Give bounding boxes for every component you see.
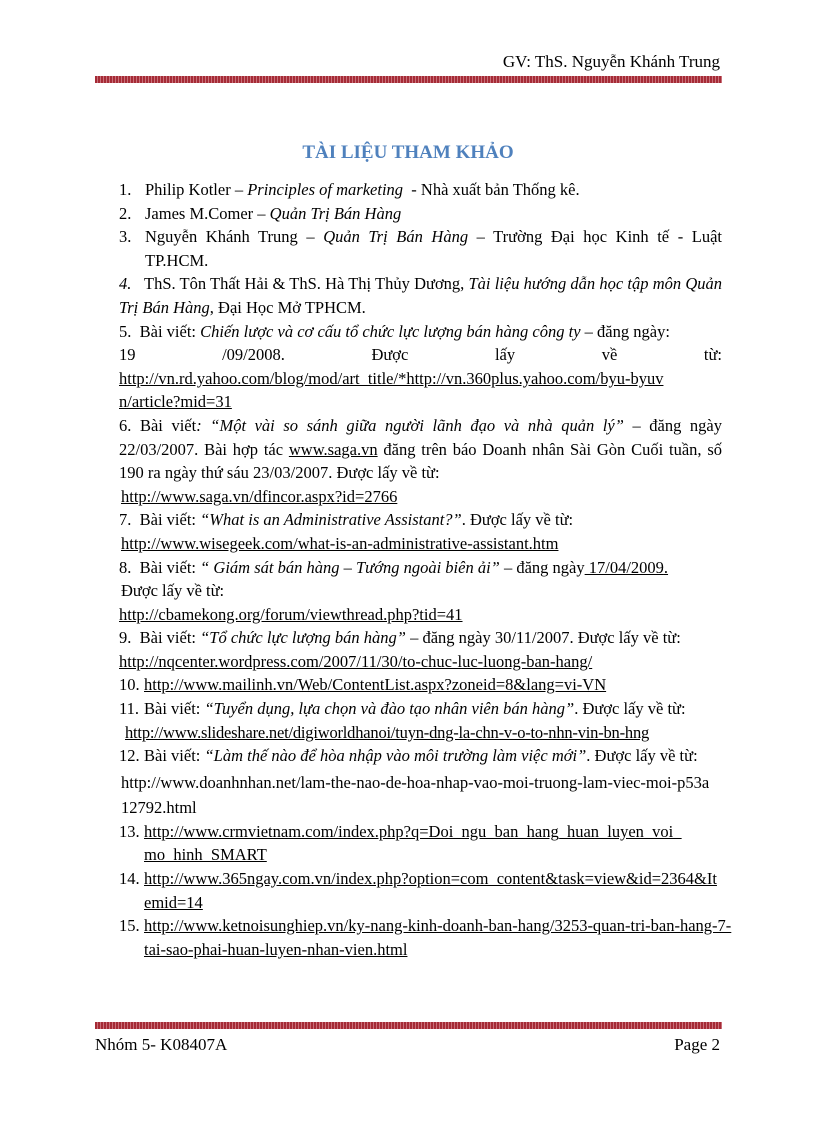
reference-1 bbox=[119, 178, 722, 202]
ref-prefix: Bài viết bbox=[139, 415, 197, 435]
ref-number: 15. bbox=[119, 916, 140, 936]
ref-link[interactable]: http://cbamekong.org/forum/viewthread.php?tid=41 bbox=[119, 604, 463, 624]
ref-title: “Tuyển dụng, lựa chọn và đào tạo nhân viên bán hàng” bbox=[204, 699, 575, 719]
ref-title: “Tổ chức lực lượng bán hàng” bbox=[200, 628, 406, 648]
ref-title: “What is an Administrative Assistant?” bbox=[200, 510, 462, 530]
ref-title: : “Một vài so sánh giữa người lãnh đạo và nhà quản lý” bbox=[196, 415, 624, 435]
ref-prefix: Bài viết: bbox=[144, 699, 205, 719]
reference-9-url-line bbox=[119, 650, 722, 674]
ref-number: 2. bbox=[119, 203, 132, 223]
header-author: GV: ThS. Nguyễn Khánh Trung bbox=[502, 52, 720, 71]
ref-link[interactable]: http://www.saga.vn/dfincor.aspx?id=2766 bbox=[121, 486, 398, 506]
ref-prefix: Bài viết: bbox=[139, 557, 201, 577]
ref-retrieved-word: từ: bbox=[703, 345, 722, 365]
reference-8 bbox=[119, 556, 722, 580]
ref-number: 8. bbox=[119, 557, 132, 577]
ref-link[interactable]: http://www.slideshare.net/digiworldhanoi/tuyn-dng-la-chn-v-o-to-nhn-vin-bn-hng bbox=[125, 722, 650, 742]
ref-title: Tài liệu hướng dẫn học tập môn Quản Trị Bán Hàng bbox=[119, 274, 722, 317]
ref-date-label: – đăng ngày bbox=[499, 557, 585, 577]
ref-number: 11. bbox=[119, 699, 140, 719]
ref-prefix: Bài viết: bbox=[139, 321, 201, 341]
ref-date: 17/04/2009 bbox=[584, 557, 664, 577]
reference-7 bbox=[119, 508, 722, 532]
ref-punct: . bbox=[663, 557, 669, 577]
reference-5 bbox=[119, 320, 722, 344]
reference-9 bbox=[119, 626, 722, 650]
ref-retrieved-word: Được bbox=[371, 345, 409, 365]
ref-title: Principles of marketing bbox=[247, 180, 404, 199]
ref-author: Nguyễn Khánh Trung – bbox=[145, 227, 324, 247]
ref-author: ThS. Tôn Thất Hải & ThS. Hà Thị Thủy Dương, bbox=[144, 274, 469, 294]
ref-link[interactable]: http://www.doanhnhan.net/lam-the-nao-de-hoa-nhap-vao-moi-truong-lam-viec-moi-p53a12792.html bbox=[121, 772, 710, 817]
ref-note: . Được lấy về từ: bbox=[586, 746, 698, 766]
page-number: Page 2 bbox=[674, 1035, 720, 1054]
reference-5-url-line bbox=[119, 367, 664, 414]
ref-note: Được lấy về từ: bbox=[121, 581, 225, 601]
ref-number: 5. bbox=[119, 321, 132, 341]
reference-14 bbox=[119, 867, 722, 914]
ref-retrieved-word: lấy bbox=[494, 345, 516, 365]
ref-note: – đăng ngày 22/03/2007. Bài hợp tác bbox=[119, 415, 723, 459]
reference-6 bbox=[119, 414, 722, 485]
header-divider bbox=[95, 76, 722, 83]
reference-2 bbox=[119, 202, 722, 226]
ref-author: Philip Kotler – bbox=[145, 180, 248, 199]
ref-note: . Được lấy về từ: bbox=[461, 510, 574, 530]
ref-publisher: – Trường Đại học Kinh tế - Luật TP.HCM. bbox=[145, 227, 722, 270]
ref-link[interactable]: http://www.ketnoisunghiep.vn/ky-nang-kinh-doanh-ban-hang/3253-quan-tri-ban-hang-7-tai-sao-phai-huan-luyen-nhan-vien.html bbox=[144, 916, 732, 959]
reference-list bbox=[119, 178, 732, 961]
reference-8-note-line bbox=[119, 579, 722, 603]
ref-number: 14. bbox=[119, 869, 140, 889]
ref-title: Quản Trị Bán Hàng bbox=[269, 203, 402, 223]
ref-prefix: Bài viết: bbox=[139, 628, 201, 648]
ref-number: 4. bbox=[119, 274, 132, 294]
ref-date-part: 19 bbox=[119, 345, 136, 365]
reference-4 bbox=[119, 272, 722, 319]
ref-retrieved-word: về bbox=[601, 345, 618, 365]
reference-3 bbox=[119, 225, 722, 272]
ref-number: 12. bbox=[119, 746, 140, 766]
reference-13 bbox=[119, 820, 724, 867]
footer-divider bbox=[95, 1022, 722, 1029]
reference-8-url-line bbox=[119, 603, 722, 627]
ref-number: 1. bbox=[119, 180, 132, 199]
reference-10 bbox=[119, 673, 722, 697]
page-title: TÀI LIỆU THAM KHẢO bbox=[302, 142, 514, 163]
reference-7-url-line bbox=[119, 532, 722, 556]
reference-6-url-line bbox=[119, 485, 722, 509]
ref-link[interactable]: http://nqcenter.wordpress.com/2007/11/30/to-chuc-luc-luong-ban-hang/ bbox=[119, 651, 593, 671]
reference-5-date-line bbox=[119, 343, 722, 367]
reference-12 bbox=[119, 744, 722, 768]
ref-link[interactable]: http://www.crmvietnam.com/index.php?q=Doi_ngu_ban_hang_huan_luyen_voi_ mo_hinh_SMART bbox=[144, 821, 682, 865]
ref-number: 9. bbox=[119, 628, 132, 648]
ref-title: “ Giám sát bán hàng – Tướng ngoài biên ải” bbox=[200, 557, 500, 577]
ref-note: – đăng ngày 30/11/2007. Được lấy về từ: bbox=[405, 628, 681, 648]
reference-11 bbox=[119, 697, 722, 721]
ref-date-part: /09/2008. bbox=[222, 345, 285, 365]
ref-author: James M.Comer – bbox=[145, 203, 270, 223]
ref-prefix: Bài viết: bbox=[139, 510, 201, 530]
ref-note: đăng trên báo Doanh nhân Sài Gòn Cuối tuần, số 190 ra ngày thứ sáu 23/03/2007. Được lấy về từ: bbox=[119, 439, 722, 483]
ref-title: Quản Trị Bán Hàng bbox=[323, 227, 469, 247]
ref-link[interactable]: http://www.365ngay.com.vn/index.php?option=com_content&task=view&id=2364&Itemid=14 bbox=[144, 869, 717, 912]
ref-title: “Làm thế nào để hòa nhập vào môi trường làm việc mới” bbox=[204, 746, 587, 766]
ref-publisher: - Nhà xuất bản Thống kê. bbox=[403, 180, 580, 199]
ref-link[interactable]: http://www.mailinh.vn/Web/ContentList.aspx?zoneid=8&lang=vi-VN bbox=[144, 675, 607, 695]
footer-group-label: Nhóm 5- K08407A bbox=[95, 1035, 228, 1054]
ref-title: Chiến lược và cơ cấu tổ chức lực lượng bán hàng công ty bbox=[200, 321, 581, 341]
ref-site-link[interactable]: www.saga.vn bbox=[288, 439, 378, 459]
ref-link[interactable]: http://vn.rd.yahoo.com/blog/mod/art_title/*http://vn.360plus.yahoo.com/byu-byuvn/article?mid=31 bbox=[119, 368, 664, 412]
ref-number: 10. bbox=[119, 675, 140, 695]
reference-15 bbox=[119, 914, 734, 961]
ref-link[interactable]: http://www.wisegeek.com/what-is-an-administrative-assistant.htm bbox=[121, 533, 559, 553]
ref-number: 3. bbox=[119, 227, 132, 247]
ref-publisher: , Đại Học Mở TPHCM. bbox=[209, 297, 366, 317]
ref-number: 6. bbox=[119, 415, 132, 435]
ref-number: 7. bbox=[119, 510, 132, 530]
ref-note: . Được lấy về từ: bbox=[574, 699, 686, 719]
ref-number: 13. bbox=[119, 821, 140, 841]
reference-11-url-line bbox=[119, 721, 722, 745]
ref-prefix: Bài viết: bbox=[144, 746, 205, 766]
reference-12-url-line bbox=[119, 770, 711, 820]
ref-date-label: – đăng ngày: bbox=[580, 321, 670, 341]
